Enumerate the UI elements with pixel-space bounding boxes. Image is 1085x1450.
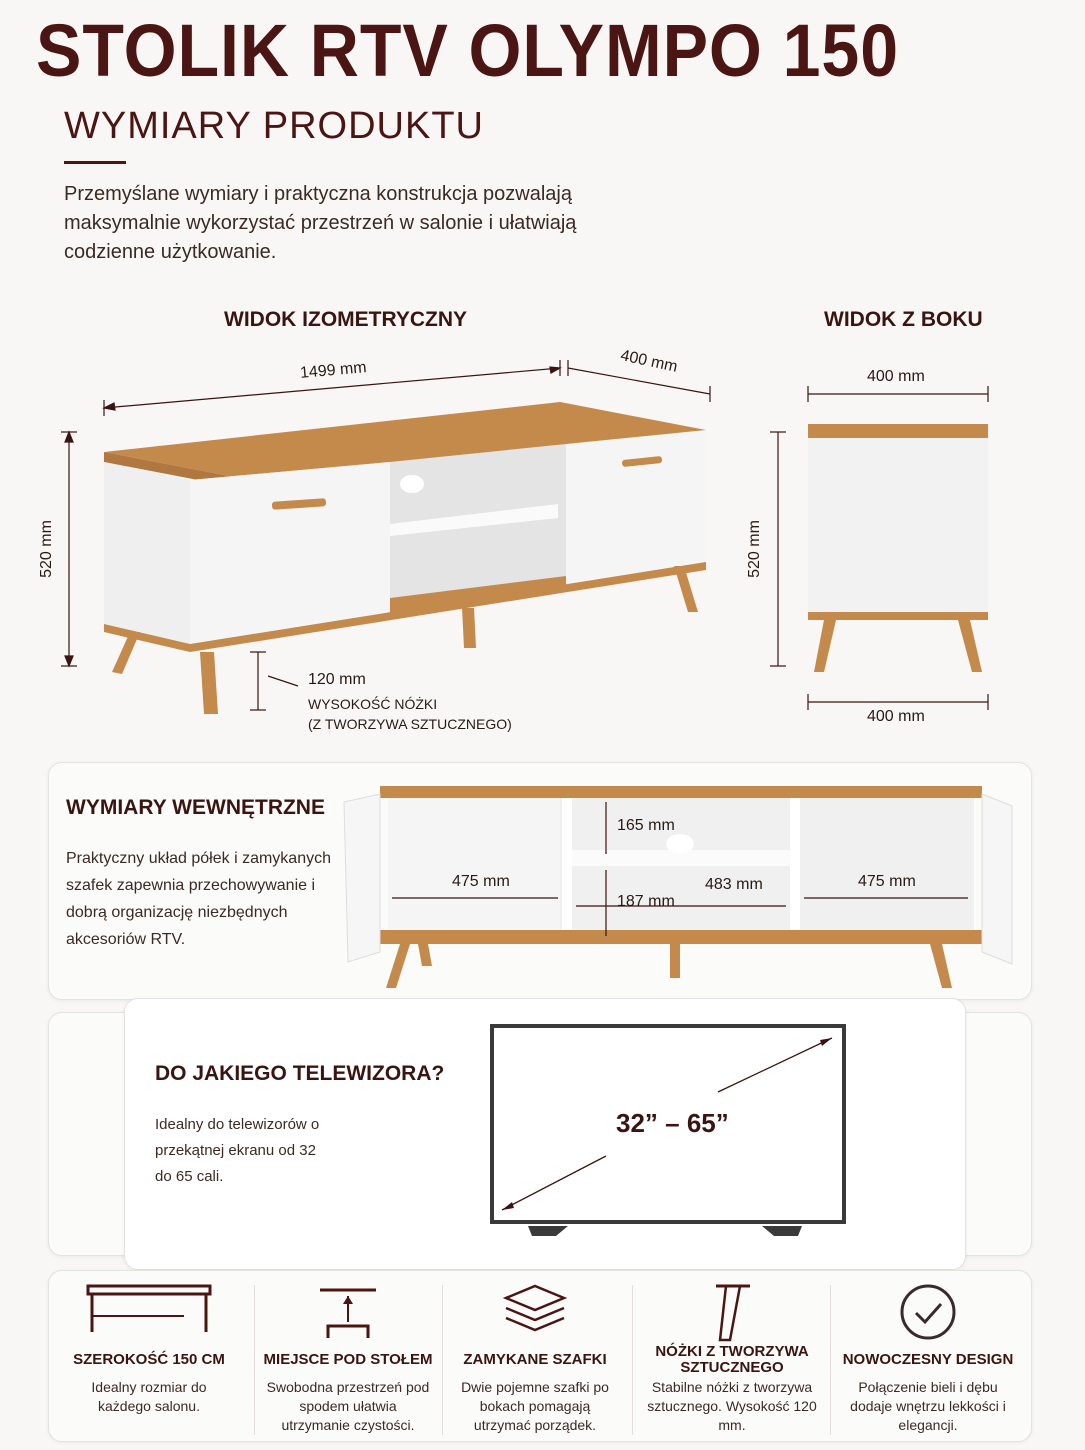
feature-clearance [262, 1272, 434, 1442]
check-circle-icon [898, 1282, 958, 1342]
feature-desc: Idealny rozmiar do każdego salonu. [91, 1379, 207, 1414]
internal-heading: WYMIARY WEWNĘTRZNE [66, 796, 325, 819]
feature-title: NÓŻKI Z TWORZYWA SZTUCZNEGO [655, 1343, 809, 1376]
stack-icon [502, 1282, 568, 1340]
leg-height-label: 120 mm [308, 671, 366, 688]
intro-paragraph: Przemyślane wymiary i praktyczna konstrukcja pozwalają maksymalnie wykorzystać przestrzeń w salonie i ułatwiają codzienne użytkowanie. [64, 183, 577, 263]
feature-desc: Połączenie bieli i dębu dodaje wnętrzu lekkości i elegancji. [850, 1379, 1006, 1433]
feature-desc: Stabilne nóżki z tworzywa sztucznego. Wysokość 120 mm. [647, 1379, 817, 1433]
feature-title: MIEJSCE POD STOŁEM [263, 1351, 433, 1368]
feature-design [838, 1272, 1018, 1442]
internal-lower-height: 187 mm [617, 893, 675, 910]
feature-desc: Swobodna przestrzeń pod spodem ułatwia utrzymanie czystości. [266, 1379, 430, 1433]
feature-title: SZEROKOŚĆ 150 CM [73, 1351, 225, 1368]
feature-divider [442, 1285, 443, 1435]
leg-icon [710, 1282, 754, 1342]
leg-note-line2: (Z TWORZYWA SZTUCZNEGO) [308, 716, 512, 732]
feature-cabinets [450, 1272, 620, 1442]
iso-depth-label: 400 mm [618, 347, 680, 376]
tv-text: Idealny do telewizorów o przekątnej ekranu od 32 do 65 cali. [155, 1116, 320, 1185]
feature-divider [830, 1285, 831, 1435]
page-title: STOLIK RTV OLYMPO 150 [36, 9, 899, 92]
side-view-drawing [808, 424, 988, 672]
internal-upper-height: 165 mm [617, 817, 675, 834]
leg-note-line1: WYSOKOŚĆ NÓŻKI [308, 696, 438, 712]
feature-desc: Dwie pojemne szafki po bokach pomagają utrzymać porządek. [461, 1379, 609, 1433]
side-top-width-label: 400 mm [867, 368, 925, 385]
tv-range: 32” – 65” [616, 1108, 729, 1138]
internal-middle-width: 483 mm [705, 876, 763, 893]
iso-height-label: 520 mm [37, 520, 55, 578]
internal-text: Praktyczny układ półek i zamykanych szafek zapewnia przechowywanie i dobrą organizację niezbędnych akcesoriów RTV. [66, 850, 331, 948]
internal-left-width: 475 mm [452, 873, 510, 890]
iso-drawing [0, 340, 1085, 740]
iso-view-heading: WIDOK IZOMETRYCZNY [224, 308, 468, 331]
side-view-heading: WIDOK Z BOKU [824, 308, 983, 331]
title-underline [64, 161, 126, 164]
section-subtitle: WYMIARY PRODUKTU [64, 105, 484, 147]
side-bottom-width-label: 400 mm [867, 708, 925, 725]
width-icon [84, 1282, 214, 1336]
feature-title: NOWOCZESNY DESIGN [842, 1351, 1014, 1368]
tv-heading: DO JAKIEGO TELEWIZORA? [155, 1062, 445, 1085]
feature-legs [640, 1272, 824, 1442]
feature-divider [632, 1285, 633, 1435]
internal-right-width: 475 mm [858, 873, 916, 890]
iso-width-label: 1499 mm [299, 359, 368, 382]
side-height-label: 520 mm [745, 520, 763, 578]
internal-drawing [340, 780, 1020, 995]
feature-divider [254, 1285, 255, 1435]
clearance-icon [316, 1282, 380, 1340]
feature-width [60, 1272, 238, 1442]
iso-right-door [566, 430, 706, 582]
feature-title: ZAMYKANE SZAFKI [463, 1351, 607, 1368]
